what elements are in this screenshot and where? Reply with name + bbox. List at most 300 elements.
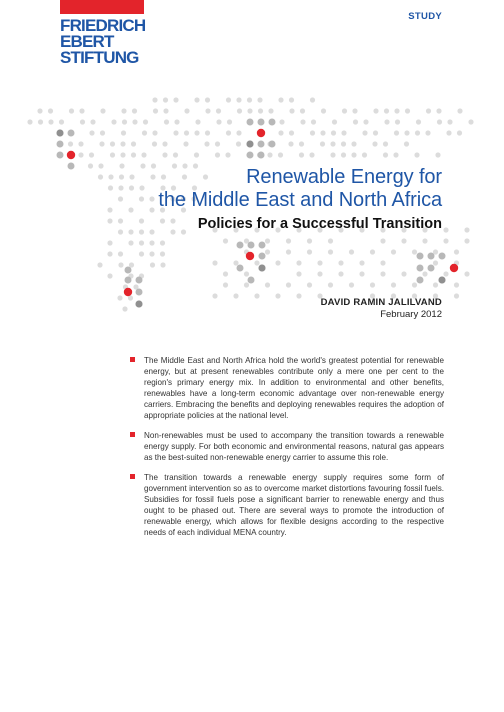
map-dot (391, 249, 396, 254)
map-dot (269, 141, 276, 148)
map-dot (454, 293, 459, 298)
map-dot (436, 108, 441, 113)
map-dot (416, 119, 421, 124)
map-dot (129, 174, 134, 179)
map-dot (380, 271, 385, 276)
map-dot (98, 174, 103, 179)
map-dot (226, 130, 231, 135)
map-dot (125, 277, 132, 284)
map-dot (457, 108, 462, 113)
map-dot (140, 163, 145, 168)
map-dot (309, 152, 314, 157)
map-dot (289, 130, 294, 135)
map-dot (237, 265, 244, 272)
map-dot (288, 141, 293, 146)
map-dot (428, 253, 435, 260)
map-dot (128, 240, 133, 245)
map-dot (269, 119, 276, 126)
map-dot (120, 141, 125, 146)
map-dot (328, 249, 333, 254)
map-dot (120, 152, 125, 157)
map-dot (89, 152, 94, 157)
map-dot (107, 240, 112, 245)
map-dot (149, 196, 154, 201)
map-dot (248, 277, 255, 284)
list-item (130, 472, 444, 538)
map-dot (307, 249, 312, 254)
map-dot (237, 108, 242, 113)
map-dot (152, 97, 157, 102)
map-dot (153, 108, 158, 113)
list-item-text: The Middle East and North Africa hold the world's greatest potential for renewable energy, but at present renewables contribute only a mere one per cent to the region's primary energy mix. In addition to environmental and other benefits, renewables have a long-term economic advantage over non-renewable energy carriers. Embracing the benefits and deploying renewables requires the adoption of appropriate policies at the national level. (144, 356, 444, 420)
map-dot (121, 108, 126, 113)
bullet-square-icon (130, 357, 135, 362)
map-dot (338, 271, 343, 276)
map-dot (136, 277, 143, 284)
map-dot (125, 267, 132, 274)
map-dot (78, 141, 83, 146)
map-dot (223, 282, 228, 287)
map-dot (351, 141, 356, 146)
map-dot (122, 306, 127, 311)
map-dot (300, 108, 305, 113)
map-dot (246, 252, 254, 260)
map-dot (248, 242, 255, 249)
map-dot (422, 271, 427, 276)
doc-type-label: STUDY (408, 11, 442, 22)
map-dot (289, 97, 294, 102)
map-dot (150, 262, 155, 267)
map-dot (307, 238, 312, 243)
map-dot (226, 97, 231, 102)
map-dot (299, 152, 304, 157)
map-dot (317, 260, 322, 265)
map-dot (107, 251, 112, 256)
map-dot (118, 251, 123, 256)
map-dot (108, 185, 113, 190)
map-dot (194, 152, 199, 157)
map-dot (143, 119, 148, 124)
map-dot (363, 119, 368, 124)
map-dot (237, 242, 244, 249)
map-dot (194, 97, 199, 102)
map-dot (405, 108, 410, 113)
map-dot (151, 163, 156, 168)
map-dot (328, 282, 333, 287)
map-dot (330, 141, 335, 146)
map-dot (131, 152, 136, 157)
map-dot (275, 260, 280, 265)
map-dot (48, 108, 53, 113)
map-dot (425, 130, 430, 135)
map-dot (373, 108, 378, 113)
map-dot (257, 97, 262, 102)
map-dot (233, 293, 238, 298)
map-dot (330, 152, 335, 157)
map-dot (359, 260, 364, 265)
map-dot (268, 108, 273, 113)
map-dot (433, 282, 438, 287)
author-block (321, 297, 442, 321)
map-dot (259, 253, 266, 260)
map-dot (111, 119, 116, 124)
map-dot (107, 207, 112, 212)
map-dot (439, 277, 446, 284)
map-dot (107, 218, 112, 223)
map-dot (279, 119, 284, 124)
map-dot (450, 264, 458, 272)
map-dot (79, 108, 84, 113)
map-dot (136, 289, 143, 296)
map-dot (149, 240, 154, 245)
map-dot (296, 260, 301, 265)
map-dot (236, 130, 241, 135)
map-dot (310, 130, 315, 135)
map-dot (57, 141, 64, 148)
map-dot (152, 141, 157, 146)
map-dot (48, 119, 53, 124)
map-dot (320, 130, 325, 135)
map-dot (328, 238, 333, 243)
map-dot (352, 108, 357, 113)
map-dot (205, 97, 210, 102)
map-dot (150, 174, 155, 179)
map-dot (435, 152, 440, 157)
map-dot (132, 119, 137, 124)
map-dot (454, 249, 459, 254)
map-dot (417, 253, 424, 260)
map-dot (414, 152, 419, 157)
map-dot (404, 141, 409, 146)
map-dot (296, 271, 301, 276)
page-title (158, 166, 442, 212)
map-dot (267, 152, 272, 157)
map-dot (163, 97, 168, 102)
map-dot (89, 130, 94, 135)
logo-line: EBERT (60, 32, 114, 51)
map-dot (110, 152, 115, 157)
map-dot (464, 227, 469, 232)
map-dot (394, 130, 399, 135)
summary-list (130, 355, 444, 547)
map-dot (160, 251, 165, 256)
map-dot (195, 119, 200, 124)
map-dot (300, 119, 305, 124)
map-dot (149, 207, 154, 212)
map-dot (223, 271, 228, 276)
map-dot (393, 152, 398, 157)
map-dot (412, 282, 417, 287)
map-dot (341, 141, 346, 146)
map-dot (225, 152, 230, 157)
title-block (158, 166, 442, 232)
map-dot (342, 108, 347, 113)
map-dot (341, 130, 346, 135)
map-dot (212, 260, 217, 265)
map-dot (163, 108, 168, 113)
map-dot (100, 108, 105, 113)
map-dot (454, 282, 459, 287)
map-dot (443, 227, 448, 232)
map-dot (259, 265, 266, 272)
map-dot (415, 130, 420, 135)
map-dot (394, 108, 399, 113)
map-dot (121, 130, 126, 135)
map-dot (216, 119, 221, 124)
map-dot (443, 238, 448, 243)
map-dot (174, 119, 179, 124)
map-dot (131, 141, 136, 146)
bullet-square-icon (130, 474, 135, 479)
map-dot (205, 108, 210, 113)
map-dot (68, 141, 73, 146)
map-dot (428, 265, 435, 272)
map-dot (391, 282, 396, 287)
map-dot (299, 141, 304, 146)
map-dot (383, 152, 388, 157)
map-dot (404, 130, 409, 135)
list-item (130, 355, 444, 421)
map-dot (128, 229, 133, 234)
map-dot (118, 185, 123, 190)
map-dot (433, 260, 438, 265)
logo-line: STIFTUNG (60, 48, 139, 67)
map-dot (384, 108, 389, 113)
map-dot (68, 163, 75, 170)
map-dot (173, 97, 178, 102)
map-dot (160, 262, 165, 267)
map-dot (278, 130, 283, 135)
map-dot (107, 273, 112, 278)
map-dot (362, 130, 367, 135)
map-dot (212, 293, 217, 298)
map-dot (417, 265, 424, 272)
map-dot (320, 141, 325, 146)
map-dot (204, 141, 209, 146)
map-dot (380, 238, 385, 243)
map-dot (321, 108, 326, 113)
map-dot (142, 130, 147, 135)
map-dot (258, 119, 265, 126)
map-dot (412, 249, 417, 254)
map-dot (119, 163, 124, 168)
map-dot (278, 152, 283, 157)
map-dot (117, 295, 122, 300)
publication-date: February 2012 (380, 309, 442, 320)
map-dot (27, 119, 32, 124)
map-dot (80, 119, 85, 124)
list-item-text: The transition towards a renewable energy supply requires some form of government intervention so as to overcome market distortions favouring fossil fuels. Subsidies for fossil fuels pose a significant barrier to renewable energy and thus ought to be phased out. There are several ways to promote the introduction of renewable energy, which allows for flexible designs according to the respective needs of each individual MENA country. (144, 473, 444, 537)
map-dot (122, 119, 127, 124)
map-dot (265, 282, 270, 287)
map-dot (184, 108, 189, 113)
map-dot (118, 218, 123, 223)
map-dot (183, 141, 188, 146)
map-dot (258, 141, 265, 148)
map-dot (37, 108, 42, 113)
map-dot (437, 119, 442, 124)
map-dot (139, 196, 144, 201)
map-dot (257, 129, 265, 137)
map-dot (118, 229, 123, 234)
map-dot (90, 119, 95, 124)
map-dot (439, 253, 446, 260)
map-dot (59, 119, 64, 124)
map-dot (215, 152, 220, 157)
map-dot (67, 151, 75, 159)
map-dot (373, 130, 378, 135)
map-dot (380, 260, 385, 265)
map-dot (216, 108, 221, 113)
bullet-square-icon (130, 432, 135, 437)
map-dot (108, 174, 113, 179)
map-dot (254, 260, 259, 265)
map-dot (88, 163, 93, 168)
map-dot (317, 271, 322, 276)
map-dot (38, 119, 43, 124)
map-dot (118, 196, 123, 201)
map-dot (401, 238, 406, 243)
map-dot (164, 119, 169, 124)
map-dot (296, 293, 301, 298)
map-dot (215, 141, 220, 146)
title-line: the Middle East and North Africa (158, 189, 442, 211)
map-dot (160, 240, 165, 245)
map-dot (57, 130, 64, 137)
map-dot (258, 108, 263, 113)
map-dot (265, 238, 270, 243)
list-item (130, 430, 444, 463)
map-dot (395, 119, 400, 124)
map-dot (383, 141, 388, 146)
map-dot (129, 262, 134, 267)
map-dot (351, 152, 356, 157)
map-dot (278, 97, 283, 102)
map-dot (349, 249, 354, 254)
map-dot (110, 141, 115, 146)
map-dot (184, 130, 189, 135)
page-subtitle: Policies for a Successful Transition (197, 216, 442, 232)
map-dot (286, 282, 291, 287)
map-dot (259, 242, 266, 249)
map-dot (331, 130, 336, 135)
map-dot (247, 97, 252, 102)
map-dot (372, 141, 377, 146)
map-dot (68, 130, 75, 137)
map-dot (310, 97, 315, 102)
map-dot (141, 152, 146, 157)
map-dot (426, 108, 431, 113)
map-dot (468, 119, 473, 124)
map-dot (227, 119, 232, 124)
map-dot (57, 152, 64, 159)
map-dot (457, 130, 462, 135)
map-dot (69, 108, 74, 113)
map-dot (464, 271, 469, 276)
map-dot (173, 152, 178, 157)
map-dot (307, 282, 312, 287)
map-dot (401, 271, 406, 276)
map-dot (247, 152, 254, 159)
list-item-text: Non-renewables must be used to accompany the transition towards a renewable energy supply. For both economic and environmental reasons, natural gas appears as the best-suited non-renewable energy carrier to assume this role. (144, 431, 444, 462)
map-dot (124, 288, 132, 296)
map-dot (265, 249, 270, 254)
map-dot (370, 249, 375, 254)
map-dot (247, 141, 254, 148)
map-dot (286, 238, 291, 243)
map-dot (98, 163, 103, 168)
map-dot (100, 130, 105, 135)
map-dot (362, 152, 367, 157)
map-dot (443, 271, 448, 276)
map-dot (194, 130, 199, 135)
map-dot (359, 271, 364, 276)
map-dot (370, 282, 375, 287)
map-dot (129, 185, 134, 190)
map-dot (149, 251, 154, 256)
map-dot (349, 282, 354, 287)
map-dot (236, 141, 241, 146)
map-dot (223, 238, 228, 243)
map-dot (162, 141, 167, 146)
map-dot (247, 119, 254, 126)
map-dot (286, 249, 291, 254)
map-dot (254, 293, 259, 298)
map-dot (78, 152, 83, 157)
map-dot (162, 152, 167, 157)
map-dot (275, 293, 280, 298)
map-dot (139, 218, 144, 223)
map-dot (353, 119, 358, 124)
map-dot (258, 152, 265, 159)
author-name: DAVID RAMIN JALILVAND (320, 297, 442, 308)
map-dot (136, 301, 143, 308)
map-dot (139, 240, 144, 245)
map-dot (128, 295, 133, 300)
map-dot (289, 108, 294, 113)
map-dot (236, 97, 241, 102)
logo-line: FRIEDRICH (60, 16, 146, 35)
map-dot (99, 141, 104, 146)
map-dot (417, 277, 424, 284)
map-dot (422, 238, 427, 243)
map-dot (149, 229, 154, 234)
map-dot (446, 130, 451, 135)
map-dot (118, 262, 123, 267)
map-dot (247, 108, 252, 113)
map-dot (464, 238, 469, 243)
title-line: Renewable Energy for (246, 166, 442, 188)
map-dot (97, 262, 102, 267)
map-dot (233, 260, 238, 265)
map-dot (139, 229, 144, 234)
map-dot (447, 119, 452, 124)
map-dot (128, 207, 133, 212)
map-dot (132, 108, 137, 113)
map-dot (338, 260, 343, 265)
map-dot (332, 119, 337, 124)
map-dot (139, 251, 144, 256)
map-dot (205, 130, 210, 135)
map-dot (152, 130, 157, 135)
map-dot (384, 119, 389, 124)
map-dot (173, 130, 178, 135)
map-dot (119, 174, 124, 179)
map-dot (244, 282, 249, 287)
map-dot (139, 185, 144, 190)
map-dot (311, 119, 316, 124)
map-dot (341, 152, 346, 157)
